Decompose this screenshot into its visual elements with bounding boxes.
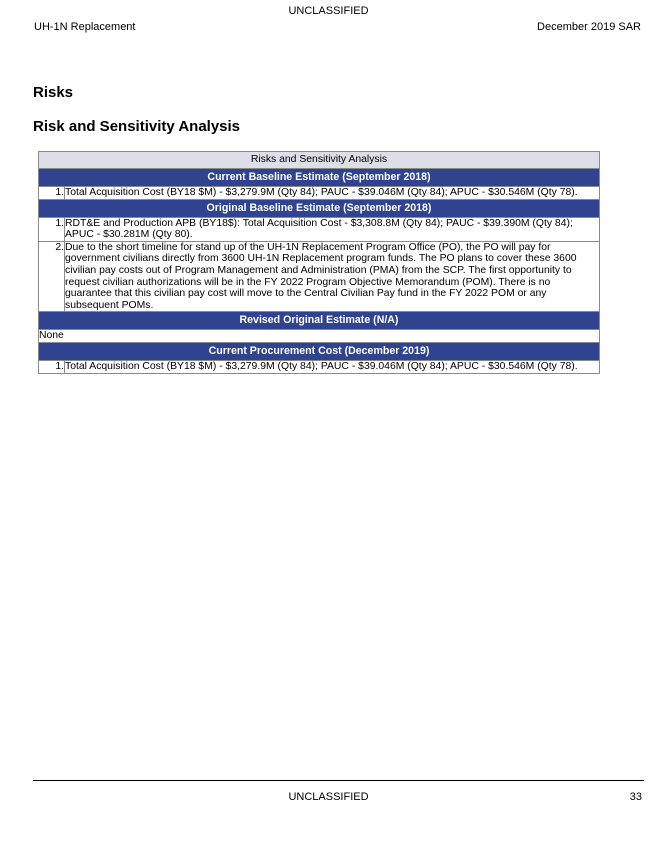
section-row-original-baseline: [39, 199, 600, 217]
table-row: [39, 360, 600, 373]
table-row: [39, 241, 600, 312]
table-title: Risks and Sensitivity Analysis: [39, 152, 600, 169]
item-text: Due to the short timeline for stand up of the UH-1N Replacement Program Office (PO), the PO will pay for government civilians directly from 3600 UH-1N Replacement program funds. The PO plans to cover these 3600 civilian pay costs out of Program Management and Administration (PMA) from the SCP. The first opportunity to request civilian authorizations will be in the FY 2022 Program Objective Memorandum (POM). There is no guarantee that this civilian pay cost will move to the Central Civilian Pay fund in the FY 2022 POM or any subsequent POMs.: [65, 241, 600, 312]
section-row-current-procurement: [39, 342, 600, 360]
table-row: [39, 217, 600, 241]
item-text: Total Acquisition Cost (BY18 $M) - $3,279.9M (Qty 84); PAUC - $39.046M (Qty 84); APUC - $30.546M (Qty 78).: [65, 360, 600, 373]
bottom-classification-marking: UNCLASSIFIED: [288, 791, 369, 803]
page-number: 33: [629, 791, 642, 803]
section-header-revised-original: Revised Original Estimate (N/A): [39, 312, 600, 330]
item-text: Total Acquisition Cost (BY18 $M) - $3,279.9M (Qty 84); PAUC - $39.046M (Qty 84); APUC - $30.546M (Qty 78).: [65, 187, 600, 200]
table-row: [39, 330, 600, 343]
item-text: RDT&E and Production APB (BY18$): Total Acquisition Cost - $3,308.8M (Qty 84); PAUC - $39.390M (Qty 84); APUC - $30.281M (Qty 80).: [65, 217, 600, 241]
section-header-original-baseline: Original Baseline Estimate (September 2018): [39, 199, 600, 217]
risks-sensitivity-table: [38, 151, 600, 374]
section-row-current-baseline: [39, 169, 600, 187]
section-row-revised-original: [39, 312, 600, 330]
item-number: 1.: [39, 217, 65, 241]
item-number: 1.: [39, 187, 65, 200]
report-date: December 2019 SAR: [537, 21, 641, 33]
section-heading-risk-sensitivity: Risk and Sensitivity Analysis: [33, 118, 241, 135]
none-text: None: [39, 330, 600, 343]
item-number: 2.: [39, 241, 65, 312]
section-heading-risks: Risks: [33, 84, 74, 101]
section-header-current-procurement: Current Procurement Cost (December 2019): [39, 342, 600, 360]
table-row: [39, 187, 600, 200]
section-header-current-baseline: Current Baseline Estimate (September 2018): [39, 169, 600, 187]
table-title-row: [39, 152, 600, 169]
item-number: 1.: [39, 360, 65, 373]
footer-divider: [33, 780, 644, 781]
program-name: UH-1N Replacement: [34, 21, 136, 33]
top-classification-marking: UNCLASSIFIED: [288, 5, 369, 17]
